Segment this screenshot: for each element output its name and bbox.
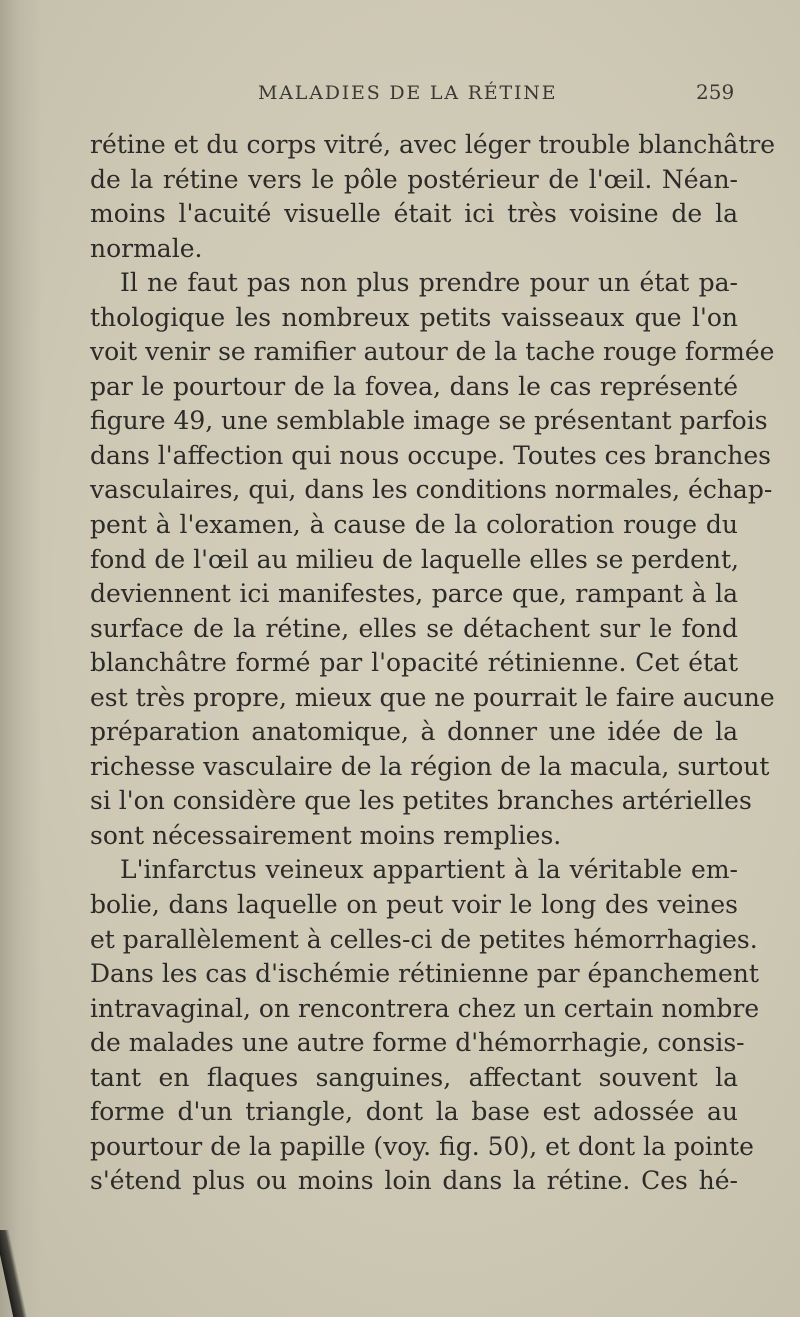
text-line: préparation anatomique, à donner une idée de la xyxy=(90,717,738,747)
text-line: de la rétine vers le pôle postérieur de l'œil. Néan- xyxy=(90,164,738,194)
running-head xyxy=(0,80,800,110)
text-line: est très propre, mieux que ne pourrait le faire aucune xyxy=(90,682,775,712)
text-line: pent à l'examen, à cause de la coloration rouge du xyxy=(90,510,738,540)
text-line: et parallèlement à celles-ci de petites hémorrhagies. xyxy=(90,924,758,954)
text-line: intravaginal, on rencontrera chez un certain nombre xyxy=(90,993,760,1023)
text-line: tant en flaques sanguines, affectant souvent la xyxy=(90,1062,738,1092)
text-line: blanchâtre formé par l'opacité rétinienne. Cet état xyxy=(90,648,738,678)
text-line: de malades une autre forme d'hémorrhagie, consis- xyxy=(90,1028,745,1058)
page-number: 259 xyxy=(696,80,735,104)
text-line: si l'on considère que les petites branches artérielles xyxy=(90,786,752,816)
text-line: s'étend plus ou moins loin dans la rétine. Ces hé- xyxy=(90,1166,738,1196)
text-line: forme d'un triangle, dont la base est adossée au xyxy=(90,1097,738,1127)
text-line: fond de l'œil au milieu de laquelle elles se perdent, xyxy=(90,544,739,574)
text-line: dans l'affection qui nous occupe. Toutes ces branches xyxy=(90,440,771,470)
text-line: sont nécessairement moins remplies. xyxy=(90,820,562,850)
text-line: moins l'acuité visuelle était ici très voisine de la xyxy=(90,199,738,229)
binding-shadow xyxy=(0,0,42,1317)
text-line: richesse vasculaire de la région de la macula, surtout xyxy=(90,751,770,781)
text-line: figure 49, une semblable image se présentant parfois xyxy=(90,406,768,436)
text-line: par le pourtour de la fovea, dans le cas représenté xyxy=(90,371,738,401)
text-line: vasculaires, qui, dans les conditions normales, échap- xyxy=(90,475,773,505)
text-line: voit venir se ramifier autour de la tache rouge formée xyxy=(90,337,775,367)
text-line: normale. xyxy=(90,233,203,263)
text-line: Il ne faut pas non plus prendre pour un état pa- xyxy=(120,268,738,298)
text-line: deviennent ici manifestes, parce que, rampant à la xyxy=(90,579,738,609)
text-line: bolie, dans laquelle on peut voir le long des veines xyxy=(90,890,738,920)
text-line: thologique les nombreux petits vaisseaux que l'on xyxy=(90,302,738,332)
body-text xyxy=(90,128,776,1199)
running-title: MALADIES DE LA RÉTINE xyxy=(258,82,558,104)
text-line: Dans les cas d'ischémie rétinienne par épanchement xyxy=(90,959,759,989)
text-line: pourtour de la papille (voy. fig. 50), et dont la pointe xyxy=(90,1131,754,1161)
text-line: surface de la rétine, elles se détachent sur le fond xyxy=(90,613,738,643)
text-line: rétine et du corps vitré, avec léger trouble blanchâtre xyxy=(90,130,776,159)
text-line: L'infarctus veineux appartient à la véritable em- xyxy=(120,855,738,885)
